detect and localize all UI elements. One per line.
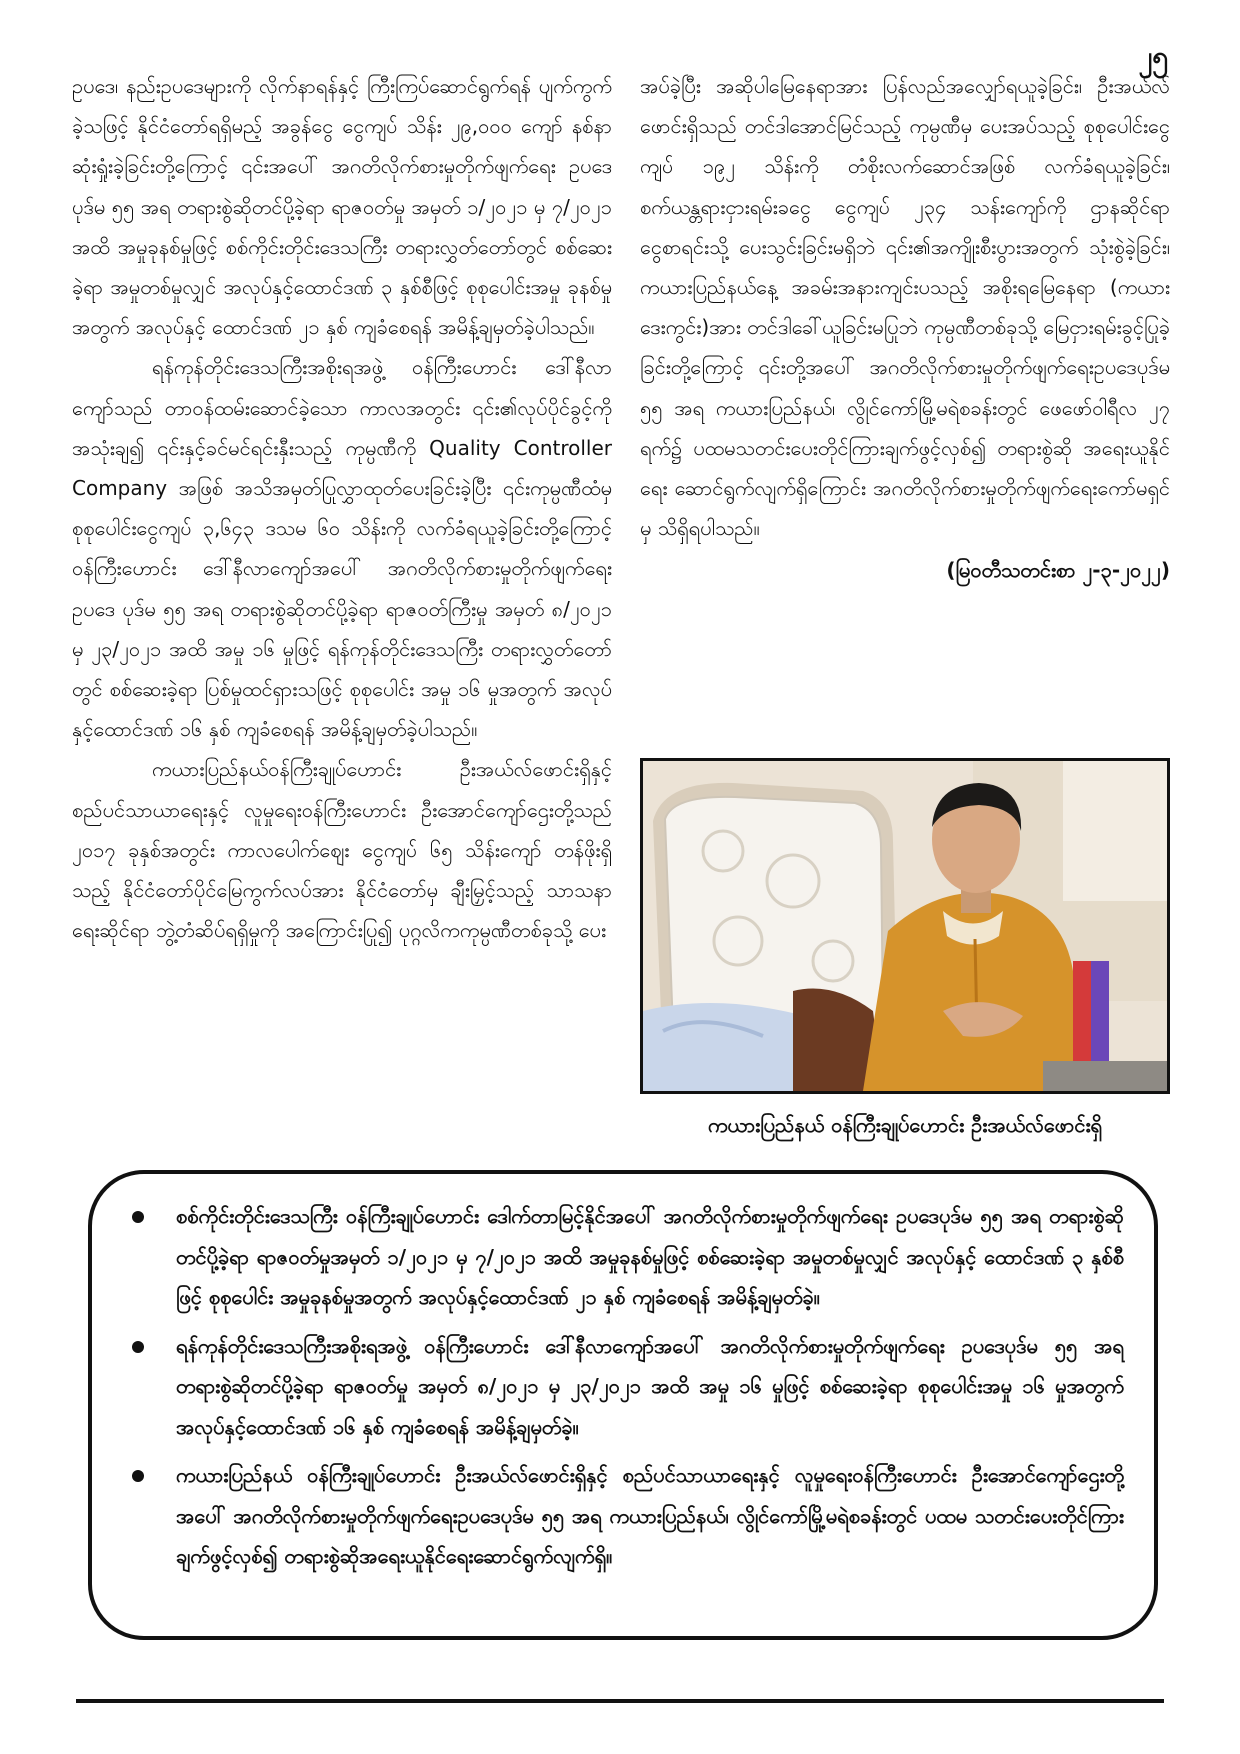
portrait-illustration (643, 761, 1167, 1091)
left-column (72, 66, 612, 950)
bullet-icon (132, 1341, 144, 1353)
bullet-icon (132, 1470, 144, 1482)
summary-item (118, 1196, 1124, 1318)
article-paragraph: ဥပဒေ၊ နည်းဥပဒေများကို လိုက်နာရန်နှင့် ကြီးကြပ်ဆောင်ရွက်ရန် ပျက်ကွက်ခဲ့သဖြင့် နိုင်ငံတော်ရရှိမည့် အခွန်ငွေ ငွေကျပ် သိန်း ၂၉,၀၀၀ ကျော် နစ်နာဆုံးရှုံးခဲ့ခြင်းတို့ကြောင့် ၎င်းအပေါ် အဂတိလိုက်စားမှုတိုက်ဖျက်ရေး ဥပဒေပုဒ်မ ၅၅ အရ တရားစွဲဆိုတင်ပို့ခဲ့ရာ ရာဇဝတ်မှု အမှတ် ၁/၂၀၂၁ မှ ၇/၂၀၂၁ အထိ အမှုခုနစ်မှုဖြင့် စစ်ကိုင်းတိုင်းဒေသကြီး တရားလွှတ်တော်တွင် စစ်ဆေးခဲ့ရာ အမှုတစ်မှုလျှင် အလုပ်နှင့်ထောင်ဒဏ် ၃ နှစ်စီဖြင့် စုစုပေါင်းအမှု ခုနစ်မှုအတွက် အလုပ်နှင့် ထောင်ဒဏ် ၂၁ နှစ် ကျခံစေရန် အမိန့်ချမှတ်ခဲ့ပါသည်။ (72, 74, 612, 340)
summary-text: စစ်ကိုင်းတိုင်းဒေသကြီး ဝန်ကြီးချုပ်ဟောင်း ဒေါက်တာမြင့်နိုင်အပေါ် အဂတိလိုက်စားမှုတိုက်ဖျက်ရေး ဥပဒေပုဒ်မ ၅၅ အရ တရားစွဲဆိုတင်ပို့ခဲ့ရာ ရာဇဝတ်မှုအမှတ် ၁/၂၀၂၁ မှ ၇/၂၀၂၁ အထိ အမှုခုနစ်မှုဖြင့် စစ်ဆေးခဲ့ရာ အမှုတစ်မှုလျှင် အလုပ်နှင့် ထောင်ဒဏ် ၃ နှစ်စီဖြင့် စုစုပေါင်း အမှုခုနစ်မှုအတွက် အလုပ်နှင့်ထောင်ဒဏ် ၂၁ နှစ် ကျခံစေရန် အမိန့်ချမှတ်ခဲ့။ (176, 1204, 1124, 1309)
bottom-divider (76, 1699, 1164, 1703)
summary-item (118, 1455, 1124, 1577)
right-column (640, 66, 1170, 591)
summary-item (118, 1326, 1124, 1448)
summary-text: ကယားပြည်နယ် ဝန်ကြီးချုပ်ဟောင်း ဦးအယ်လ်ဖောင်းရှိနှင့် စည်ပင်သာယာရေးနှင့် လူမှုရေးဝန်ကြီးဟောင်း ဦးအောင်ကျော်ဌေးတို့အပေါ် အဂတိလိုက်စားမှုတိုက်ဖျက်ရေးဥပဒေပုဒ်မ ၅၅ အရ ကယားပြည်နယ်၊ လွိုင်ကော်မြို့မရဲစခန်းတွင် ပထမ သတင်းပေးတိုင်ကြားချက်ဖွင့်လှစ်၍ တရားစွဲဆိုအရေးယူနိုင်ရေးဆောင်ရွက်လျက်ရှိ။ (176, 1463, 1124, 1568)
page-number: ၂၅ (1138, 40, 1168, 73)
summary-text: ရန်ကုန်တိုင်းဒေသကြီးအစိုးရအဖွဲ့ ဝန်ကြီးဟောင်း ဒေါ်နီလာကျော်အပေါ် အဂတိလိုက်စားမှုတိုက်ဖျက်ရေး ဥပဒေပုဒ်မ ၅၅ အရ တရားစွဲဆိုတင်ပို့ခဲ့ရာ ရာဇဝတ်မှု အမှတ် ၈/၂၀၂၁ မှ ၂၃/၂၀၂၁ အထိ အမှု ၁၆ မှုဖြင့် စစ်ဆေးခဲ့ရာ စုစုပေါင်းအမှု ၁၆ မှုအတွက် အလုပ်နှင့်ထောင်ဒဏ် ၁၆ နှစ် ကျခံစေရန် အမိန့်ချမှတ်ခဲ့။ (176, 1333, 1124, 1439)
bullet-icon (132, 1211, 144, 1223)
news-photo (640, 758, 1170, 1094)
photo-caption: ကယားပြည်နယ် ဝန်ကြီးချုပ်ဟောင်း ဦးအယ်လ်ဖောင်းရှိ (707, 1113, 1103, 1137)
article-paragraph: အပ်ခဲ့ပြီး အဆိုပါမြေနေရာအား ပြန်လည်အလျှော်ရယူခဲ့ခြင်း၊ ဦးအယ်လ်ဖောင်းရှိသည် တင်ဒါအောင်မြင်သည့် ကုမ္ပဏီမှ ပေးအပ်သည့် စုစုပေါင်းငွေကျပ် ၁၉၂ သိန်းကို တံစိုးလက်ဆောင်အဖြစ် လက်ခံရယူခဲ့ခြင်း၊ စက်ယန္တရားငှားရမ်းခငွေ ငွေကျပ် ၂၃၄ သန်းကျော်ကို ဌာနဆိုင်ရာ ငွေစာရင်းသို့ ပေးသွင်းခြင်းမရှိဘဲ ၎င်း၏အကျိုးစီးပွားအတွက် သုံးစွဲခဲ့ခြင်း၊ ကယားပြည်နယ်နေ့ အခမ်းအနားကျင်းပသည့် အစိုးရမြေနေရာ (ကယားဒေးကွင်း)အား တင်ဒါခေါ်ယူခြင်းမပြုဘဲ ကုမ္ပဏီတစ်ခုသို့ မြေငှားရမ်းခွင့်ပြုခဲ့ခြင်းတို့ကြောင့် ၎င်းတို့အပေါ် အဂတိလိုက်စားမှုတိုက်ဖျက်ရေးဥပဒေပုဒ်မ ၅၅ အရ ကယားပြည်နယ်၊ လွိုင်ကော်မြို့မရဲစခန်းတွင် ဖေဖော်ဝါရီလ ၂၇ ရက်၌ ပထမသတင်းပေးတိုင်ကြားချက်ဖွင့်လှစ်၍ တရားစွဲဆို အရေးယူနိုင်ရေး ဆောင်ရွက်လျက်ရှိကြောင်း အဂတိလိုက်စားမှုတိုက်ဖျက်ရေးကော်မရှင်မှ သိရှိရပါသည်။ (640, 74, 1170, 541)
summary-box (88, 1170, 1158, 1640)
source-citation: (မြဝတီသတင်းစာ ၂-၃-၂၀၂၂) (946, 558, 1170, 583)
article-paragraph: ကယားပြည်နယ်ဝန်ကြီးချုပ်ဟောင်း ဦးအယ်လ်ဖောင်းရှိနှင့် စည်ပင်သာယာရေးနှင့် လူမှုရေးဝန်ကြီးဟောင်း ဦးအောင်ကျော်ဌေးတို့သည် ၂၀၁၇ ခုနှစ်အတွင်း ကာလပေါက်ဈေး ငွေကျပ် ၆၅ သိန်းကျော် တန်ဖိုးရှိသည့် နိုင်ငံတော်ပိုင်မြေကွက်လပ်အား နိုင်ငံတော်မှ ချီးမြှင့်သည့် သာသနာရေးဆိုင်ရာ ဘွဲ့တံဆိပ်ရရှိမှုကို အကြောင်းပြု၍ ပုဂ္ဂလိကကုမ္ပဏီတစ်ခုသို့ ပေး (72, 757, 612, 943)
summary-list (118, 1196, 1124, 1577)
article-paragraph: ရန်ကုန်တိုင်းဒေသကြီးအစိုးရအဖွဲ့ ဝန်ကြီးဟောင်း ဒေါ်နီလာကျော်သည် တာဝန်ထမ်းဆောင်ခဲ့သော ကာလအတွင်း ၎င်း၏လုပ်ပိုင်ခွင့်ကို အသုံးချ၍ ၎င်းနှင့်ခင်မင်ရင်းနှီးသည့် ကုမ္ပဏီကို Quality Controller Company အဖြစ် အသိအမှတ်ပြုလွှာထုတ်ပေးခြင်းခဲ့ပြီး ၎င်းကုမ္ပဏီထံမှ စုစုပေါင်းငွေကျပ် ၃,၆၄၃ ဒသမ ၆၀ သိန်းကို လက်ခံရယူခဲ့ခြင်းတို့ကြောင့် ဝန်ကြီးဟောင်း ဒေါ်နီလာကျော်အပေါ် အဂတိလိုက်စားမှုတိုက်ဖျက်ရေးဥပဒေ ပုဒ်မ ၅၅ အရ တရားစွဲဆိုတင်ပို့ခဲ့ရာ ရာဇဝတ်ကြီးမှု အမှတ် ၈/၂၀၂၁ မှ ၂၃/၂၀၂၁ အထိ အမှု ၁၆ မှုဖြင့် ရန်ကုန်တိုင်းဒေသကြီး တရားလွှတ်တော်တွင် စစ်ဆေးခဲ့ရာ ပြစ်မှုထင်ရှားသဖြင့် စုစုပေါင်း အမှု ၁၆ မှုအတွက် အလုပ်နှင့်ထောင်ဒဏ် ၁၆ နှစ် ကျခံစေရန် အမိန့်ချမှတ်ခဲ့ပါသည်။ (72, 355, 612, 742)
